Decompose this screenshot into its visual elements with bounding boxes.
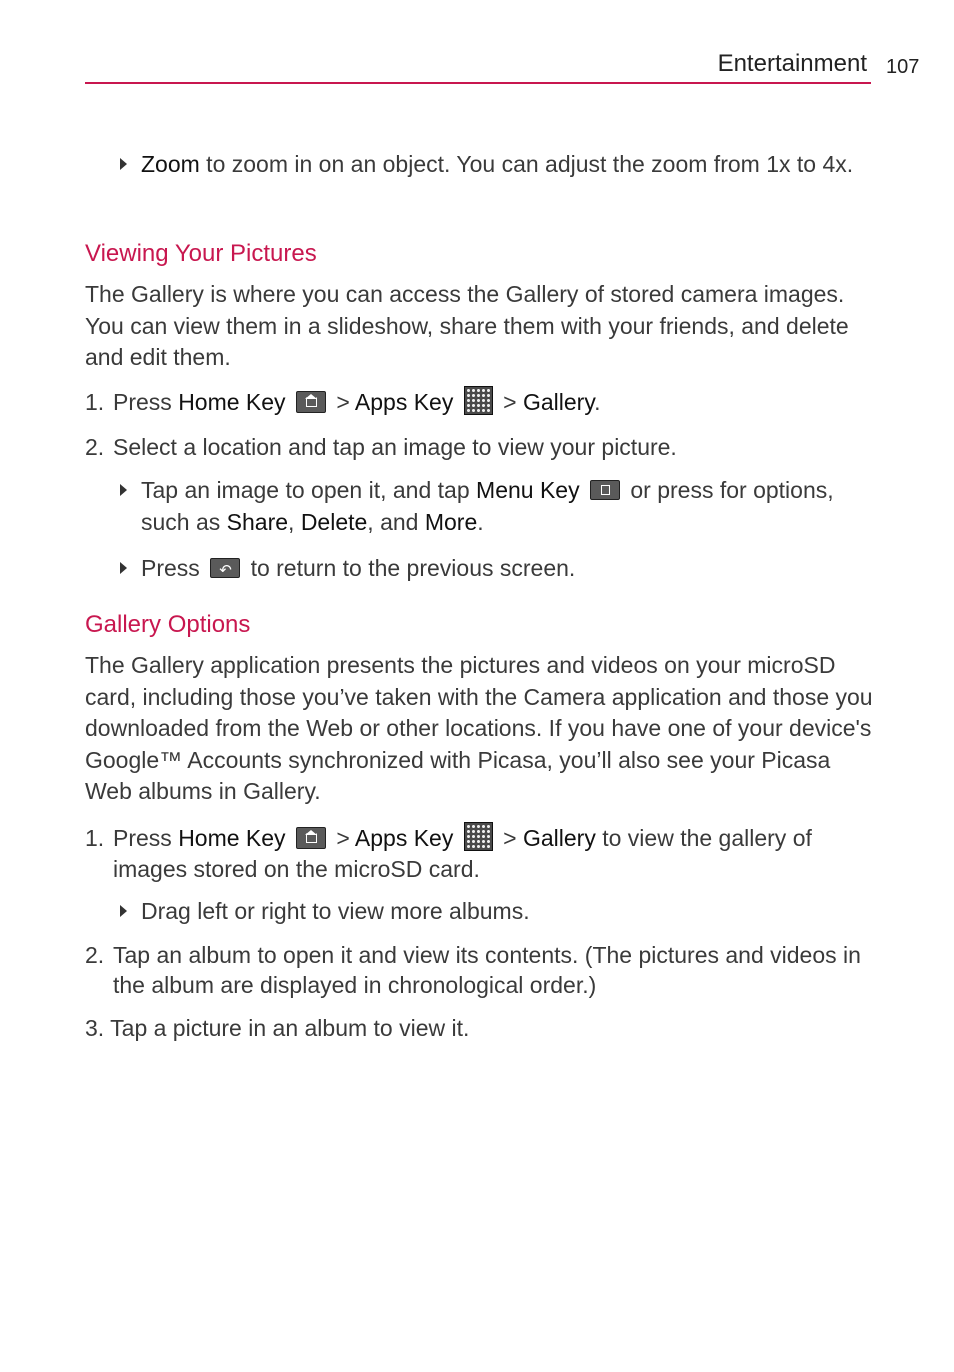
apps-key-icon: [464, 386, 493, 415]
more-label: More: [424, 509, 478, 535]
options-step-2: [85, 940, 875, 1000]
step-text: Tap an album to open it and view its contents. (The pictures and videos in the album are displayed in chronological order.): [113, 942, 861, 998]
page-header: [85, 48, 871, 84]
delete-label: Delete: [300, 509, 368, 535]
step-text: Select a location and tap an image to view your picture.: [113, 434, 677, 460]
step-text: to view the gallery of images stored on the microSD card.: [113, 825, 812, 883]
viewing-step-2: [85, 432, 875, 462]
step-number: 2.: [85, 942, 105, 968]
step-end: .: [594, 389, 601, 415]
section-title: Entertainment: [717, 50, 867, 77]
options-heading: Gallery Options: [85, 611, 251, 638]
gallery-label: Gallery: [522, 389, 595, 415]
options-paragraph: The Gallery application presents the pictures and videos on your microSD card, including those you’ve taken with the Camera application and those you downloaded from the Web or other locations. If you have one of your device's Google™ Accounts synchronized with Picasa, you’ll also see your Picasa Web albums in Gallery.: [85, 652, 873, 804]
bullet-arrow-icon: [120, 158, 127, 170]
bullet-end: .: [477, 509, 484, 535]
separator: >: [496, 825, 523, 851]
back-key-icon: [210, 558, 240, 578]
bullet-arrow-icon: [120, 484, 127, 496]
bullet-text: Press: [141, 555, 207, 581]
menu-key-label: Menu Key: [476, 477, 580, 503]
bullet-text: or press for options, such as: [141, 477, 834, 535]
viewing-step-1: [85, 387, 875, 418]
step-text: Press: [113, 825, 179, 851]
step-text: Press: [113, 389, 179, 415]
home-key-icon: [296, 827, 326, 849]
zoom-label: Zoom: [141, 151, 200, 177]
viewing-bullet-1: [120, 474, 860, 538]
separator: >: [329, 389, 355, 415]
bullet-text: Tap an image to open it, and tap: [141, 477, 477, 503]
separator: >: [496, 389, 523, 415]
menu-key-icon: [590, 480, 620, 500]
step-number: 1.: [85, 825, 105, 851]
bullet-text: Drag left or right to view more albums.: [141, 898, 530, 924]
zoom-text: to zoom in on an object. You can adjust the zoom from 1x to 4x.: [199, 151, 854, 177]
bullet-text: to return to the previous screen.: [244, 555, 576, 581]
step-number: 2.: [85, 434, 105, 460]
apps-key-icon: [464, 822, 493, 851]
step-text: 3. Tap a picture in an album to view it.: [85, 1015, 470, 1041]
separator: ,: [288, 509, 301, 535]
apps-key-label: Apps Key: [354, 825, 454, 851]
separator: >: [329, 825, 355, 851]
apps-key-label: Apps Key: [354, 389, 454, 415]
gallery-label: Gallery: [522, 825, 596, 851]
home-key-label: Home Key: [178, 825, 286, 851]
share-label: Share: [226, 509, 289, 535]
viewing-heading: Viewing Your Pictures: [85, 240, 317, 267]
home-key-icon: [296, 391, 326, 413]
zoom-bullet: [120, 148, 860, 180]
home-key-label: Home Key: [178, 389, 286, 415]
options-bullet-1: [120, 895, 860, 927]
bullet-arrow-icon: [120, 562, 127, 574]
step-number: 1.: [85, 389, 105, 415]
bullet-arrow-icon: [120, 905, 127, 917]
options-step-3: [85, 1013, 875, 1043]
viewing-bullet-2: [120, 552, 860, 584]
options-step-1: [85, 823, 875, 884]
viewing-paragraph: The Gallery is where you can access the Gallery of stored camera images. You can view them in a slideshow, share them with your friends, and delete and edit them.: [85, 281, 849, 370]
separator: , and: [367, 509, 425, 535]
page-number: 107: [886, 56, 920, 78]
